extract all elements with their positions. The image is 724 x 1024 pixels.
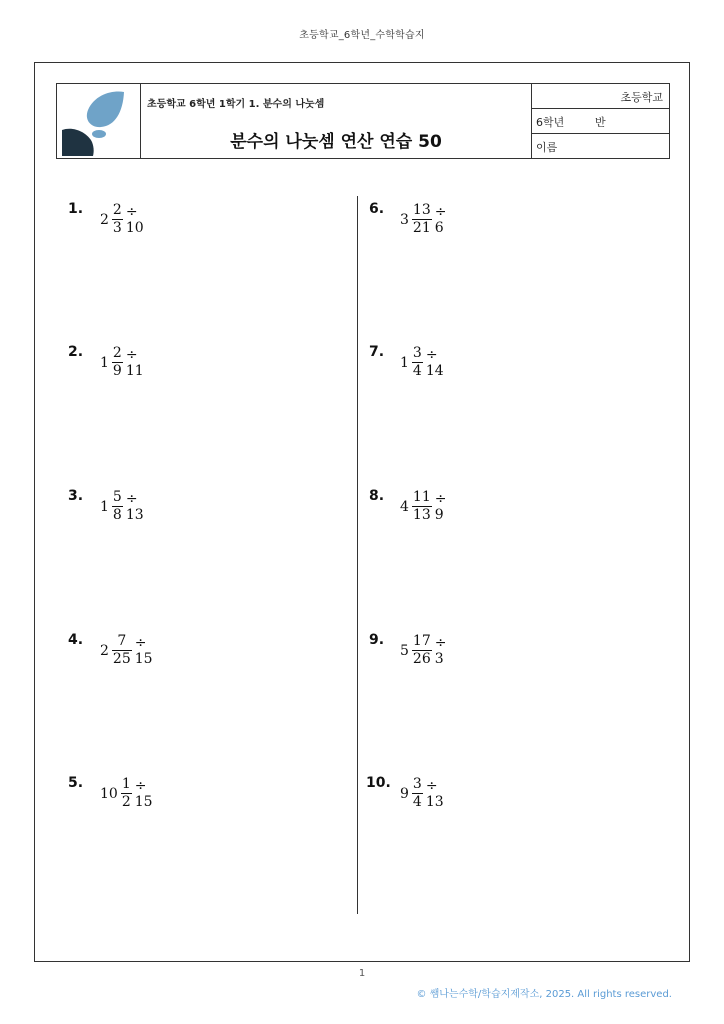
denominator: 13 [412, 507, 431, 523]
math-expression [400, 776, 444, 811]
divisor-expression: ÷ 6 [434, 203, 447, 236]
numerator: 2 [112, 345, 122, 361]
whole-number: 5 [400, 642, 409, 659]
denominator: 9 [112, 363, 122, 379]
fraction [412, 633, 432, 668]
numerator: 3 [412, 776, 422, 792]
grade-label: 6학년 [536, 116, 565, 129]
whole-number: 2 [100, 211, 109, 228]
whole-number: 9 [400, 785, 409, 802]
problem-number: 9. [369, 632, 385, 648]
divisor-expression: ÷ 14 [425, 346, 444, 379]
numerator: 1 [121, 776, 131, 792]
numerator: 3 [412, 345, 422, 361]
fraction [412, 489, 432, 524]
problem-number: 2. [68, 344, 84, 360]
fraction [412, 202, 432, 237]
math-expression [400, 202, 446, 237]
divisor-expression: ÷ 3 [434, 634, 447, 667]
worksheet-title: 분수의 나눗셈 연산 연습 50 [230, 132, 442, 152]
name-row [532, 134, 669, 158]
numerator: 17 [412, 633, 431, 649]
math-expression [400, 345, 444, 380]
school-label: 초등학교 [620, 91, 663, 104]
numerator: 7 [117, 633, 127, 649]
numerator: 2 [112, 202, 122, 218]
fraction [112, 202, 123, 237]
name-label: 이름 [536, 141, 558, 154]
divisor-expression: ÷ 9 [434, 490, 447, 523]
divisor-expression: ÷ 10 [125, 203, 144, 236]
problem-number: 10. [366, 775, 391, 791]
whole-number: 1 [100, 354, 109, 371]
fraction [412, 345, 423, 380]
fraction [121, 776, 132, 811]
problem-number: 5. [68, 775, 84, 791]
fraction [112, 633, 132, 668]
math-expression [400, 633, 446, 668]
fraction [112, 489, 123, 524]
problem-number: 4. [68, 632, 84, 648]
worksheet [34, 62, 690, 962]
math-expression [100, 633, 153, 668]
copyright-notice: © 쌤나는수학/학습지제작소, 2025. All rights reserved. [416, 989, 672, 1000]
problem-number: 8. [369, 488, 385, 504]
divisor-expression: ÷ 15 [134, 634, 153, 667]
denominator: 2 [121, 794, 131, 810]
denominator: 25 [112, 651, 131, 667]
divisor-expression: ÷ 11 [125, 346, 144, 379]
problem-number: 7. [369, 344, 385, 360]
denominator: 3 [112, 220, 122, 236]
whole-number: 3 [400, 211, 409, 228]
math-expression [100, 202, 144, 237]
divisor-expression: ÷ 13 [425, 777, 444, 810]
math-expression [400, 489, 446, 524]
whole-number: 2 [100, 642, 109, 659]
divisor-expression: ÷ 13 [125, 490, 144, 523]
title-cell [141, 84, 531, 158]
class-label: 반 [595, 116, 606, 129]
fraction [412, 776, 423, 811]
whole-number: 4 [400, 498, 409, 515]
math-expression [100, 345, 144, 380]
page-number: 1 [358, 968, 366, 979]
logo-icon [57, 84, 141, 158]
denominator: 26 [412, 651, 431, 667]
problem-number: 1. [68, 201, 84, 217]
grade-class-row [532, 109, 669, 134]
worksheet-subtitle: 초등학교 6학년 1학기 1. 분수의 나눗셈 [147, 99, 325, 110]
math-expression [100, 489, 144, 524]
problem-number: 3. [68, 488, 84, 504]
numerator: 5 [112, 489, 122, 505]
denominator: 4 [412, 363, 422, 379]
numerator: 13 [412, 202, 431, 218]
column-divider [357, 196, 358, 914]
problem-number: 6. [369, 201, 385, 217]
divisor-expression: ÷ 15 [134, 777, 153, 810]
whole-number: 1 [100, 498, 109, 515]
worksheet-header [56, 83, 670, 159]
math-expression [100, 776, 153, 811]
denominator: 4 [412, 794, 422, 810]
whole-number: 10 [100, 785, 118, 802]
whole-number: 1 [400, 354, 409, 371]
top-caption: 초등학교_6학년_수학학습지 [299, 30, 425, 41]
student-info [531, 84, 669, 158]
numerator: 11 [412, 489, 431, 505]
denominator: 8 [112, 507, 122, 523]
logo-cell [57, 84, 141, 158]
fraction [112, 345, 123, 380]
denominator: 21 [412, 220, 431, 236]
school-row [532, 84, 669, 109]
